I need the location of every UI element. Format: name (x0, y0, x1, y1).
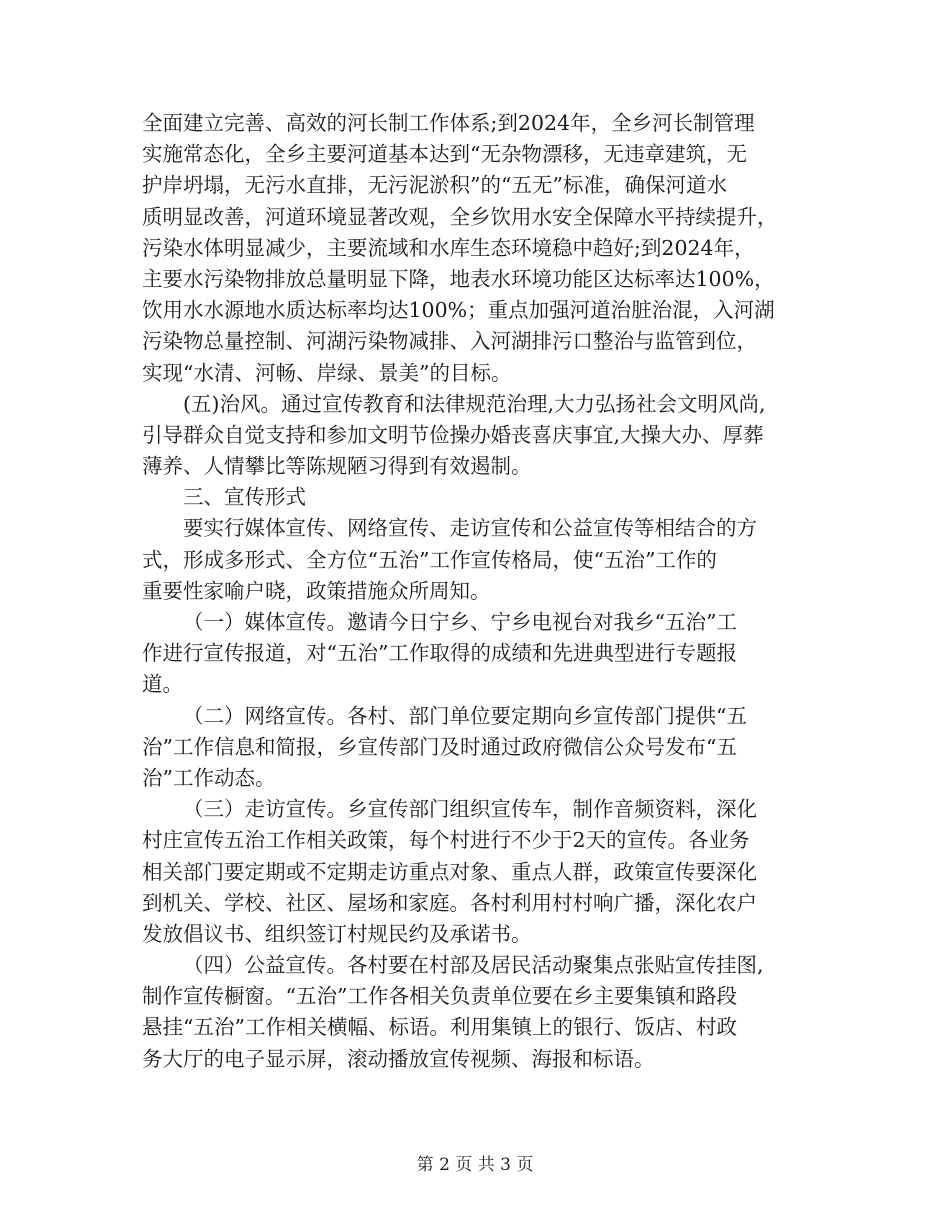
text-line: 到机关、学校、社区、屋场和家庭。各村利用村村响广播，深化农户 (142, 890, 757, 915)
text-line: 治”工作动态。 (142, 765, 276, 790)
paragraph-publicity-intro (142, 513, 814, 607)
paragraph-zhifeng (142, 389, 814, 483)
text-line: 治”工作信息和简报，乡宣传部门及时通过政府微信公众号发布“五 (142, 734, 737, 759)
text-line: 引导群众自觉支持和参加文明节俭操办婚丧喜庆事宜,大操大办、厚葬 (142, 422, 764, 447)
text-line: 护岸坍塌，无污水直排，无污泥淤积”的“五无”标准，确保河道水 (142, 173, 727, 198)
text-line: （一）媒体宣传。邀请今日宁乡、宁乡电视台对我乡“五治”工 (183, 610, 737, 634)
section-heading-publicity-forms (142, 482, 814, 513)
text-line: 饮用水水源地水质达标率均达100%；重点加强河道治脏治混，入河湖 (142, 298, 775, 323)
text-line: （四）公益宣传。各村要在村部及居民活动聚集点张贴宣传挂图, (183, 953, 764, 978)
text-line: 污染物总量控制、河湖污染物减排、入河湖排污口整治与监管到位， (142, 329, 757, 354)
paragraph-river-chief-goals (142, 108, 814, 389)
text-line: 薄养、人情攀比等陈规陋习得到有效遏制。 (142, 454, 532, 479)
text-line: （二）网络宣传。各村、部门单位要定期向乡宣传部门提供“五 (183, 703, 747, 728)
text-line: 发放倡议书、组织签订村规民约及承诺书。 (142, 921, 532, 946)
text-line: 式，形成多形式、全方位“五治”工作宣传格局，使“五治”工作的 (142, 547, 717, 572)
text-line: 道。 (142, 672, 183, 697)
paragraph-public-welfare-publicity (142, 950, 814, 1075)
section-heading: 三、宣传形式 (183, 485, 306, 510)
text-line: 重要性家喻户晓，政策措施众所周知。 (142, 578, 491, 603)
text-line: 实施常态化，全乡主要河道基本达到“无杂物漂移，无违章建筑，无 (142, 142, 747, 167)
text-line: (五)治风。通过宣传教育和法律规范治理,大力弘扬社会文明风尚, (183, 391, 766, 416)
text-line: 污染水体明显减少，主要流域和水库生态环境稳中趋好;到2024年， (142, 235, 755, 260)
text-line: 务大厅的电子显示屏，滚动播放宣传视频、海报和标语。 (142, 1046, 655, 1071)
text-line: 制作宣传橱窗。“五治”工作各相关负责单位要在乡主要集镇和路段 (142, 984, 737, 1009)
text-line: 质明显改善，河道环境显著改观，全乡饮用水安全保障水平持续提升， (142, 204, 778, 229)
page-number-footer: 第 2 页 共 3 页 (416, 1155, 534, 1175)
document-body (142, 108, 814, 1075)
text-line: 全面建立完善、高效的河长制工作体系;到2024年，全乡河长制管理 (142, 111, 755, 135)
text-line: 村庄宣传五治工作相关政策，每个村进行不少于2天的宣传。各业务 (142, 828, 750, 853)
text-line: 主要水污染物排放总量明显下降，地表水环境功能区达标率达100%， (142, 266, 775, 291)
text-line: 实现“水清、河畅、岸绿、景美”的目标。 (142, 360, 512, 385)
paragraph-media-publicity (142, 607, 814, 701)
text-line: 悬挂“五治”工作相关横幅、标语。利用集镇上的银行、饭店、村政 (142, 1015, 737, 1040)
text-line: 相关部门要定期或不定期走访重点对象、重点人群，政策宣传要深化 (142, 859, 757, 884)
paragraph-visit-publicity (142, 794, 814, 950)
text-line: 作进行宣传报道，对“五治”工作取得的成绩和先进典型进行专题报 (142, 641, 737, 666)
text-line: （三）走访宣传。乡宣传部门组织宣传车，制作音频资料，深化 (183, 797, 757, 822)
paragraph-online-publicity (142, 701, 814, 795)
text-line: 要实行媒体宣传、网络宣传、走访宣传和公益宣传等相结合的方 (183, 516, 757, 541)
